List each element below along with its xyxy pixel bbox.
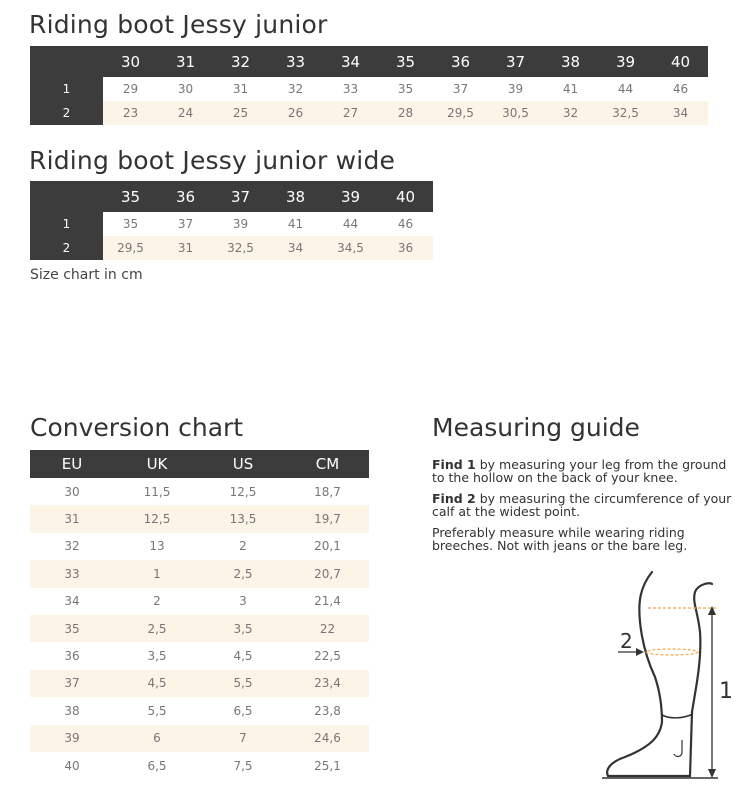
row-label: 2: [30, 236, 103, 260]
boot-leg-diagram: [600, 562, 750, 784]
corner-cell: [30, 181, 103, 212]
table-cell: 4,5: [233, 649, 253, 664]
table-row: [30, 615, 369, 642]
guide-find1: [432, 458, 732, 484]
conversion-title: Conversion chart: [30, 413, 244, 442]
table-cell: 32: [64, 539, 80, 554]
table-cell: 23: [103, 101, 158, 125]
size-header: 33: [268, 46, 323, 77]
size-header: 35: [103, 181, 158, 212]
table-cell: 20,7: [286, 560, 369, 587]
table-cell: 27: [323, 101, 378, 125]
table-row: [30, 560, 369, 587]
boot-size-table: [30, 46, 708, 125]
table-cell: 12,5: [114, 505, 200, 532]
diagram-label-2: 2: [620, 629, 633, 653]
table-cell: 39: [30, 725, 114, 752]
table-cell: 33: [30, 560, 114, 587]
table-cell: 22,5: [314, 649, 341, 664]
table-cell: 25,1: [314, 758, 341, 773]
table-cell: 7,5: [233, 758, 253, 773]
table-cell: 5,5: [200, 670, 286, 697]
table-cell: 30: [177, 82, 194, 96]
table-cell: 3,5: [200, 615, 286, 642]
table-cell: 6,5: [147, 758, 167, 773]
table-cell: 6,5: [233, 703, 253, 718]
table-cell: 23,8: [314, 703, 341, 718]
size-header: 34: [323, 46, 378, 77]
table-cell: 31: [30, 505, 114, 532]
table-cell: 37: [177, 217, 194, 231]
table-cell: 6: [114, 725, 200, 752]
table-row: [30, 478, 369, 505]
table-cell: 2,5: [114, 615, 200, 642]
boot-wide-title: Riding boot Jessy junior wide: [29, 146, 396, 175]
table-cell: 34,5: [323, 236, 378, 260]
table-row: [30, 697, 369, 724]
table-cell: 23,4: [286, 670, 369, 697]
arrow-down-icon: [708, 769, 716, 778]
table-cell: 3,5: [147, 649, 167, 664]
guide-text: [432, 458, 732, 560]
find2-text: by measuring the circumference of your calf at the widest point.: [432, 491, 732, 519]
calf-measure-line: [646, 649, 698, 655]
table-cell: 35: [122, 217, 139, 231]
boot-j-icon: [674, 740, 682, 756]
size-header: 30: [103, 46, 158, 77]
table-row: [30, 101, 708, 125]
table-cell: 31: [158, 236, 213, 260]
table-row: [30, 533, 369, 560]
row-label: 2: [30, 101, 103, 125]
table-cell: 13: [149, 539, 165, 554]
table-cell: 12,5: [229, 484, 257, 499]
conversion-header: CM: [286, 450, 369, 478]
table-cell: 29,5: [103, 236, 158, 260]
size-header: 35: [378, 46, 433, 77]
table-cell: 36: [64, 649, 80, 664]
size-header: 36: [433, 46, 488, 77]
table-cell: 29,5: [433, 101, 488, 125]
leg-outline-icon: [607, 572, 712, 776]
table-cell: 34: [653, 101, 708, 125]
arrow-right-icon: [636, 648, 644, 656]
table-row: [30, 588, 369, 615]
size-note: Size chart in cm: [30, 267, 143, 283]
table-cell: 19,7: [286, 505, 369, 532]
table-cell: 40: [64, 758, 80, 773]
table-row: [30, 77, 708, 101]
table-cell: 2: [239, 539, 247, 554]
table-cell: 32: [287, 82, 304, 96]
table-cell: 34: [64, 594, 80, 609]
table-cell: 2: [153, 594, 161, 609]
table-cell: 1: [114, 560, 200, 587]
table-cell: 35: [397, 82, 414, 96]
table-cell: 24,6: [286, 725, 369, 752]
conversion-header: EU: [30, 450, 114, 478]
table-cell: 3: [239, 594, 247, 609]
table-row: [30, 212, 433, 236]
boot-title: Riding boot Jessy junior: [29, 10, 328, 39]
table-cell: 11,5: [143, 484, 171, 499]
table-cell: 44: [617, 82, 634, 96]
table-cell: 46: [397, 217, 414, 231]
table-cell: 39: [507, 82, 524, 96]
table-cell: 32,5: [598, 101, 653, 125]
table-cell: 4,5: [114, 670, 200, 697]
size-header: 38: [268, 181, 323, 212]
table-cell: 39: [232, 217, 249, 231]
table-cell: 30: [64, 484, 80, 499]
conversion-header: US: [200, 450, 286, 478]
size-header: 37: [488, 46, 543, 77]
table-cell: 41: [562, 82, 579, 96]
table-cell: 41: [287, 217, 304, 231]
table-cell: 33: [342, 82, 359, 96]
table-cell: 5,5: [147, 703, 167, 718]
table-cell: 29: [122, 82, 139, 96]
find1-text: by measuring your leg from the ground to the hollow on the back of your knee.: [432, 457, 727, 485]
table-cell: 37: [452, 82, 469, 96]
table-row: [30, 670, 369, 697]
conversion-table: [30, 450, 369, 779]
row-label: 1: [30, 77, 103, 101]
table-cell: 28: [378, 101, 433, 125]
table-cell: 20,1: [314, 539, 341, 554]
find1-label: Find 1: [432, 457, 476, 472]
size-header: 39: [598, 46, 653, 77]
table-cell: 37: [30, 670, 114, 697]
size-header: 40: [653, 46, 708, 77]
table-cell: 26: [268, 101, 323, 125]
size-header: 31: [158, 46, 213, 77]
boot-top-icon: [662, 714, 693, 718]
diagram-label-1: 1: [719, 679, 733, 704]
size-header: 37: [213, 181, 268, 212]
table-cell: 36: [378, 236, 433, 260]
size-header: 39: [323, 181, 378, 212]
table-cell: 34: [268, 236, 323, 260]
table-cell: 46: [672, 82, 689, 96]
table-cell: 7: [200, 725, 286, 752]
table-cell: 2,5: [200, 560, 286, 587]
table-cell: 13,5: [200, 505, 286, 532]
conversion-header: UK: [114, 450, 200, 478]
table-cell: 18,7: [314, 484, 341, 499]
table-row: [30, 505, 369, 532]
row-label: 1: [30, 212, 103, 236]
boot-wide-size-table: [30, 181, 433, 260]
table-cell: 44: [342, 217, 359, 231]
table-cell: 32: [543, 101, 598, 125]
table-row: [30, 752, 369, 779]
size-header: 32: [213, 46, 268, 77]
table-cell: 24: [158, 101, 213, 125]
table-cell: 31: [232, 82, 249, 96]
table-row: [30, 725, 369, 752]
table-cell: 35: [30, 615, 114, 642]
guide-note: Preferably measure while wearing riding breeches. Not with jeans or the bare leg.: [432, 525, 688, 553]
table-cell: 21,4: [314, 594, 341, 609]
table-cell: 38: [64, 703, 80, 718]
table-cell: 25: [213, 101, 268, 125]
table-row: [30, 642, 369, 669]
table-cell: 22: [286, 615, 369, 642]
guide-title: Measuring guide: [432, 413, 640, 442]
arrow-up-icon: [708, 606, 716, 615]
table-cell: 32,5: [213, 236, 268, 260]
size-header: 40: [378, 181, 433, 212]
table-row: [30, 236, 433, 260]
guide-find2: [432, 492, 732, 518]
size-header: 36: [158, 181, 213, 212]
table-cell: 30,5: [488, 101, 543, 125]
corner-cell: [30, 46, 103, 77]
find2-label: Find 2: [432, 491, 476, 506]
size-header: 38: [543, 46, 598, 77]
